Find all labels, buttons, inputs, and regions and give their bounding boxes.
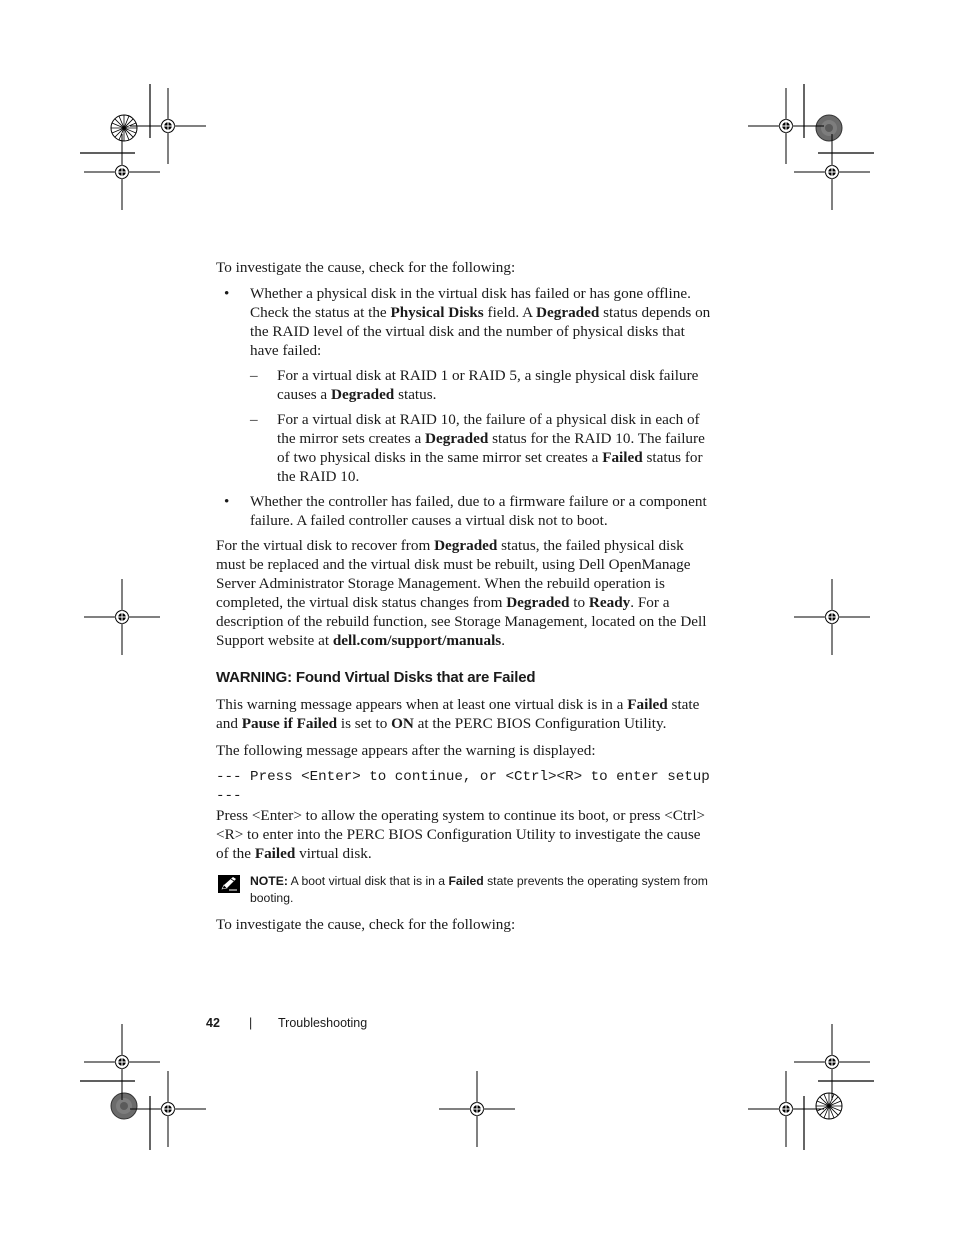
para-text: to <box>569 594 589 611</box>
bullet-text: status depends on the RAID level of the virtual disk and the number of physical disks that have failed: <box>250 304 711 359</box>
dash-symbol: – <box>250 411 258 428</box>
para-text: status, the failed physical disk must be replaced and the virtual disk must be rebuilt, using Dell OpenManage Server Administrator Storage Management. When the rebuild operation is completed, the virtual disk status changes from <box>216 537 691 611</box>
bold-term: Degraded <box>330 386 395 403</box>
bold-term: Pause if Failed <box>241 715 338 732</box>
bold-term: Degraded <box>425 430 489 447</box>
note-pencil-icon <box>218 875 240 893</box>
warning-paragraph <box>216 695 716 733</box>
note-text: A boot virtual disk that is in a <box>287 874 449 888</box>
bold-term: Physical Disks <box>390 304 484 321</box>
para-text: at the PERC BIOS Configuration Utility. <box>413 715 667 732</box>
bullet-text: Whether the controller has failed, due to a firmware failure or a component failure. A failed controller causes a virtual disk not to boot. <box>250 493 707 529</box>
para-text: Press <Enter> to allow the operating system to continue its boot, or press <Ctrl><R> to enter into the PERC BIOS Configuration Utility to investigate the cause of the <box>216 807 705 862</box>
bold-term: Failed <box>627 696 668 713</box>
sub-text: status. <box>394 386 437 403</box>
bullet-text: field. A <box>483 304 537 321</box>
footer-separator: | <box>249 1016 253 1030</box>
sub-text: For a virtual disk at RAID 10, the failure of a physical disk in each of the mirror sets creates a <box>277 411 700 447</box>
message-intro-paragraph: The following message appears after the warning is displayed: <box>216 742 596 759</box>
sub-text: status for the RAID 10. <box>277 449 703 485</box>
para-text: This warning message appears when at least one virtual disk is in a <box>216 696 628 713</box>
section-heading: WARNING: Found Virtual Disks that are Failed <box>216 669 536 686</box>
dash-symbol: – <box>250 367 258 384</box>
outro-paragraph: To investigate the cause, check for the following: <box>216 916 516 933</box>
press-enter-paragraph <box>216 806 716 863</box>
sub-item-raid1-raid5 <box>216 366 716 404</box>
para-text: . <box>501 632 505 649</box>
para-text: For the virtual disk to recover from <box>216 537 435 554</box>
bold-term: Ready <box>588 594 631 611</box>
console-message: --- Press <Enter> to continue, or <Ctrl><R> to enter setup --- <box>216 769 719 804</box>
bold-term: Degraded <box>434 537 498 554</box>
bold-term: Failed <box>448 874 484 888</box>
para-text: virtual disk. <box>295 845 372 862</box>
sub-text: status for the RAID 10. The failure of two physical disks in the same mirror set creates a <box>277 430 705 466</box>
bullet-symbol: • <box>224 285 230 302</box>
bold-term: Failed <box>602 449 643 466</box>
bold-term: Failed <box>254 845 296 862</box>
para-text: is set to <box>337 715 392 732</box>
intro-paragraph: To investigate the cause, check for the following: <box>216 259 516 276</box>
bullet-symbol: • <box>224 493 230 510</box>
sub-item-raid10 <box>216 410 716 486</box>
recovery-paragraph <box>216 536 716 650</box>
bullet-text: Whether a physical disk in the virtual disk has failed or has gone offline. Check the status at the <box>250 285 691 321</box>
bold-term: Degraded <box>536 304 600 321</box>
section-name: Troubleshooting <box>278 1016 368 1030</box>
para-text: state and <box>216 696 700 732</box>
note-box <box>216 873 716 907</box>
sub-text: For a virtual disk at RAID 1 or RAID 5, a single physical disk failure causes a <box>277 367 699 403</box>
page-content <box>216 258 719 942</box>
bold-term: Degraded <box>506 594 570 611</box>
bullet-item-physical-disk <box>216 284 716 360</box>
bullet-item-controller <box>216 492 716 530</box>
support-url: dell.com/support/manuals <box>332 632 502 649</box>
note-text: state prevents the operating system from booting. <box>250 874 708 905</box>
para-text: . For a description of the rebuild function, see Storage Management, located on the Dell Support website at <box>216 594 707 649</box>
page-number: 42 <box>206 1016 220 1030</box>
bold-term: ON <box>391 715 414 732</box>
note-label: NOTE: <box>250 874 288 888</box>
